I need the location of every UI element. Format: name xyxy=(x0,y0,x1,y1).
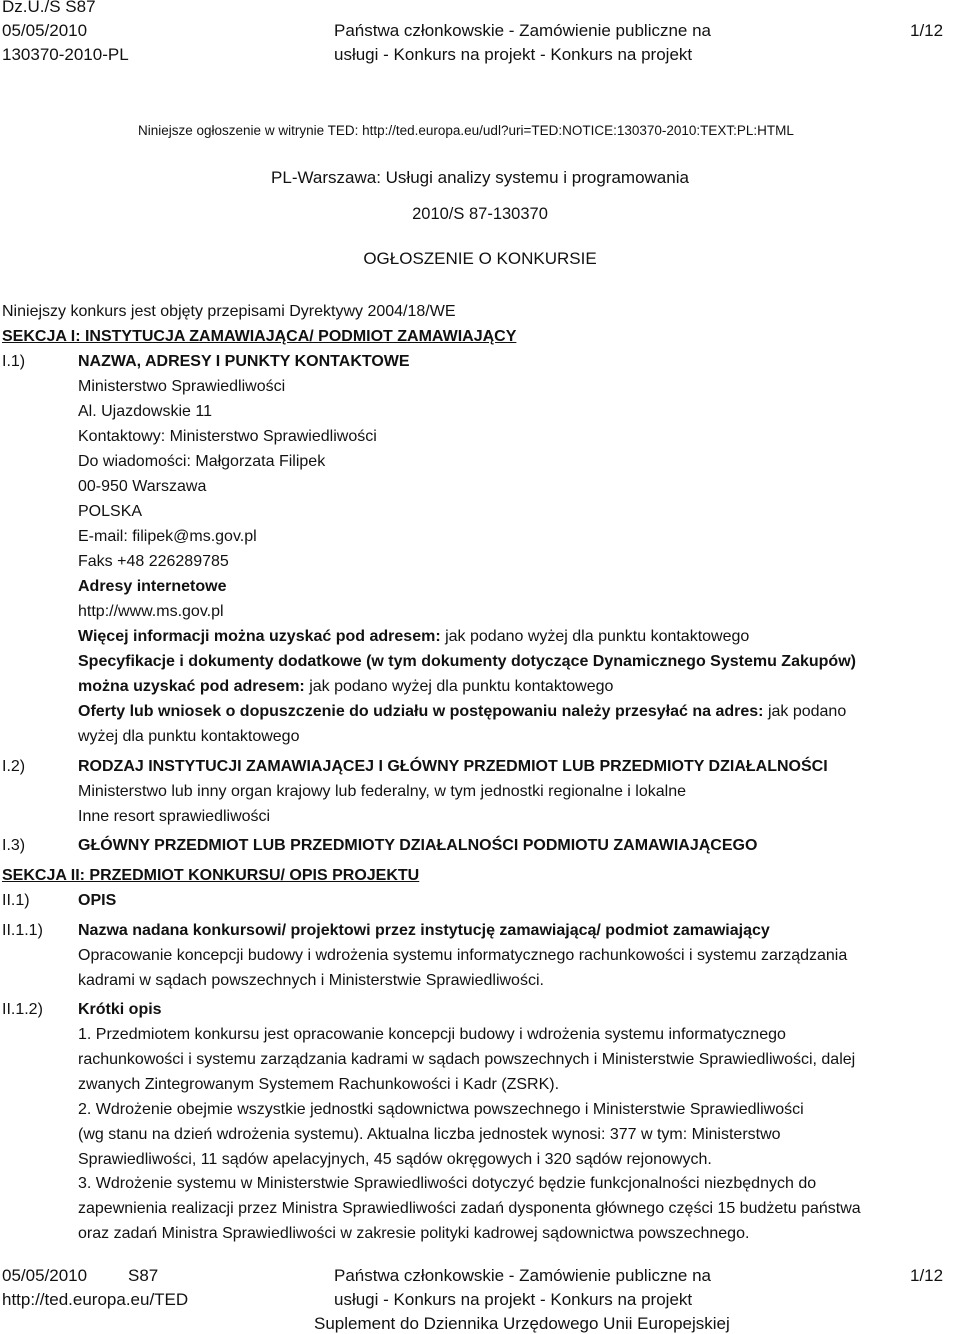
description-line: (wg stanu na dzień wdrożenia systemu). Aktualna liczba jednostek wynosi: 377 w tym: Ministerstwo xyxy=(78,1126,781,1143)
ted-link-line[interactable]: Niniejsze ogłoszenie w witrynie TED: http://ted.europa.eu/udl?uri=TED:NOTICE:130370-2010:TEXT:PL:HTML xyxy=(138,123,794,138)
more-info-value: jak podano wyżej dla punktu kontaktowego xyxy=(445,628,750,645)
section-1-heading: SEKCJA I: INSTYTUCJA ZAMAWIAJĄCA/ PODMIOT ZAMAWIAJĄCY xyxy=(2,328,517,345)
contact-line: Al. Ujazdowskie 11 xyxy=(78,403,212,420)
section-ii11-number: II.1.1) xyxy=(2,922,43,939)
section-ii1-title: OPIS xyxy=(78,892,117,909)
footer-supplement: Suplement do Dziennika Urzędowego Unii Europejskiej xyxy=(314,1314,730,1333)
notice-ref-number: 2010/S 87-130370 xyxy=(412,205,548,223)
main-activity: Inne resort sprawiedliwości xyxy=(78,808,271,825)
contact-line: Do wiadomości: Małgorzata Filipek xyxy=(78,453,326,470)
description-line: 2. Wdrożenie obejmie wszystkie jednostki sądownictwa powszechnego i Ministerstwie Sprawiedliwości xyxy=(78,1101,804,1118)
internet-addresses-label: Adresy internetowe xyxy=(78,578,227,595)
section-ii1-number: II.1) xyxy=(2,892,30,909)
section-i1-number: I.1) xyxy=(2,353,26,370)
description-line: 1. Przedmiotem konkursu jest opracowanie koncepcji budowy i wdrożenia systemu informatycznego xyxy=(78,1026,786,1043)
footer-issue: S87 xyxy=(128,1266,159,1285)
contact-line: POLSKA xyxy=(78,503,143,520)
header-category: Państwa członkowskie - Zamówienie publiczne na xyxy=(334,21,712,40)
description-line: rachunkowości i systemu zarządzania kadrami w sądach powszechnych i Ministerstwie Sprawiedliwości, dalej xyxy=(78,1051,856,1068)
specs-line2 xyxy=(78,677,613,696)
offers-label: Oferty lub wniosek o dopuszczenie do udziału w postępowaniu należy przesyłać na adres: xyxy=(78,703,764,720)
footer-date: 05/05/2010 xyxy=(2,1266,88,1285)
section-i3-number: I.3) xyxy=(2,837,26,854)
offers-value: jak podano xyxy=(767,703,847,720)
more-info-label: Więcej informacji można uzyskać pod adresem: xyxy=(78,628,441,645)
section-ii12-number: II.1.2) xyxy=(2,1001,43,1018)
offers-value-line2: wyżej dla punktu kontaktowego xyxy=(78,728,300,745)
description-line: Sprawiedliwości, 11 sądów apelacyjnych, 45 sądów okręgowych i 320 sądów rejonowych. xyxy=(78,1151,712,1168)
contest-name-line: Opracowanie koncepcji budowy i wdrożenia systemu informatycznego rachunkowości i systemu zarządzania xyxy=(78,947,848,964)
header-notice-id: 130370-2010-PL xyxy=(2,45,129,64)
contact-email[interactable]: E-mail: filipek@ms.gov.pl xyxy=(78,528,257,545)
contact-line: Ministerstwo Sprawiedliwości xyxy=(78,378,286,395)
internet-url-link[interactable]: http://www.ms.gov.pl xyxy=(78,603,224,620)
section-2-heading: SEKCJA II: PRZEDMIOT KONKURSU/ OPIS PROJEKTU xyxy=(2,867,420,884)
description-line: oraz zadań Ministra Sprawiedliwości w zakresie polityki kadrowej sądownictwa powszechnego. xyxy=(78,1225,750,1242)
description-line: zwanych Zintegrowanym Systemem Rachunkowości i Kadr (ZSRK). xyxy=(78,1076,560,1093)
notice-title: PL-Warszawa: Usługi analizy systemu i programowania xyxy=(271,168,689,187)
contact-line: Kontaktowy: Ministerstwo Sprawiedliwości xyxy=(78,428,377,445)
footer-ted-link[interactable]: http://ted.europa.eu/TED xyxy=(2,1290,189,1309)
section-i3-title: GŁÓWNY PRZEDMIOT LUB PRZEDMIOTY DZIAŁALNOŚCI PODMIOTU ZAMAWIAJĄCEGO xyxy=(78,837,758,854)
footer-category: Państwa członkowskie - Zamówienie publiczne na xyxy=(334,1266,712,1285)
specs-value: jak podano wyżej dla punktu kontaktowego xyxy=(309,678,614,695)
authority-type: Ministerstwo lub inny organ krajowy lub federalny, w tym jednostki regionalne i lokalne xyxy=(78,783,686,800)
specs-label-line2: można uzyskać pod adresem: xyxy=(78,678,305,695)
footer-page-number: 1/12 xyxy=(910,1266,944,1285)
header-subcategory: usługi - Konkurs na projekt - Konkurs na projekt xyxy=(334,45,693,64)
section-i2-title: RODZAJ INSTYTUCJI ZAMAWIAJĄCEJ I GŁÓWNY PRZEDMIOT LUB PRZEDMIOTY DZIAŁALNOŚCI xyxy=(78,758,828,775)
contact-fax: Faks +48 226289785 xyxy=(78,553,229,570)
footer-subcategory: usługi - Konkurs na projekt - Konkurs na projekt xyxy=(334,1290,693,1309)
specs-label-line1: Specyfikacje i dokumenty dodatkowe (w tym dokumenty dotyczące Dynamicznego Systemu Zakupów) xyxy=(78,653,856,670)
contact-line: 00-950 Warszawa xyxy=(78,478,207,495)
offers-line1 xyxy=(78,702,846,721)
section-i2-number: I.2) xyxy=(2,758,26,775)
section-i1-title: NAZWA, ADRESY I PUNKTY KONTAKTOWE xyxy=(78,353,410,370)
contest-name-line: kadrami w sądach powszechnych i Ministerstwie Sprawiedliwości. xyxy=(78,972,544,989)
section-ii12-title: Krótki opis xyxy=(78,1001,162,1018)
more-info-line xyxy=(78,627,749,646)
header-page-number: 1/12 xyxy=(910,21,944,40)
notice-type: OGŁOSZENIE O KONKURSIE xyxy=(363,249,597,268)
header-date: 05/05/2010 xyxy=(2,21,88,40)
section-ii11-title: Nazwa nadana konkursowi/ projektowi przez instytucję zamawiającą/ podmiot zamawiający xyxy=(78,922,770,939)
description-line: 3. Wdrożenie systemu w Ministerstwie Sprawiedliwości dotyczyć będzie funkcjonalności niezbędnych do xyxy=(78,1175,817,1192)
directive-line: Niniejszy konkurs jest objęty przepisami Dyrektywy 2004/18/WE xyxy=(2,303,456,320)
header-journal-ref: Dz.U./S S87 xyxy=(2,0,96,16)
description-line: zapewnienia realizacji przez Ministra Sprawiedliwości zadań dysponenta głównego części 15 budżetu państwa xyxy=(78,1200,861,1217)
